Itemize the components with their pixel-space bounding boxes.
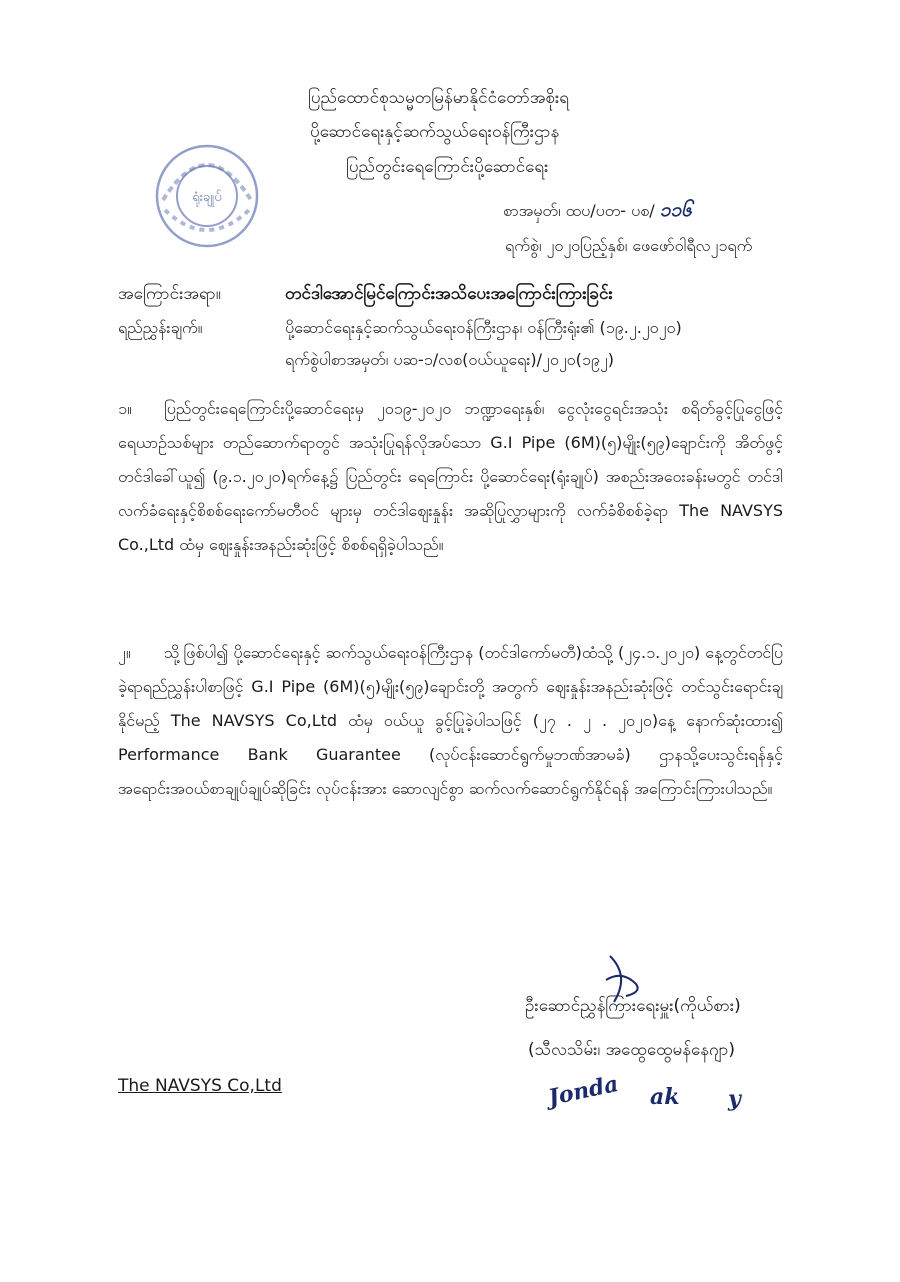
reference-number bbox=[503, 200, 692, 221]
reference-number-label: စာအမှတ်၊ ထပ/ပတ- ပစ/ bbox=[503, 201, 655, 220]
handwritten-initials-2: ak bbox=[650, 1084, 680, 1110]
header-government: ပြည်ထောင်စုသမ္မတမြန်မာနိုင်ငံတော်အစိုးရ bbox=[308, 88, 570, 108]
signatory-title: ဦးဆောင်ညွှန်ကြားရေးမှူး(ကိုယ်စား) bbox=[525, 996, 741, 1016]
signatory-name: (သီလသိမ်း၊ အထွေထွေမန်နေဂျာ) bbox=[528, 1040, 736, 1060]
subject-label: အကြောင်းအရာ။ bbox=[118, 284, 221, 304]
paragraph-1-text: ပြည်တွင်းရေကြောင်းပို့ဆောင်ရေးမှ ၂၀၁၉-၂၀၂၀ ဘဏ္ဍာရေးနှစ်၊ ငွေလုံးငွေရင်းအသုံး စရိတ်ခွင့်ပြုငွေဖြင့် ရေယာဉ်သစ်များ တည်ဆောက်ရာတွင် အသုံးပြုရန်လိုအပ်သော G.I Pipe (6M)(၅)မျိုး(၅၉)ချောင်းကို အိတ်ဖွင့်တင်ဒါခေါ်ယူ၍ (၉.၁.၂၀၂၀)ရက်နေ့၌ ပြည်တွင်း ရေကြောင်း ပို့ဆောင်ရေး(ရုံးချုပ်) အစည်းအဝေးခန်းမတွင် တင်ဒါလက်ခံရေးနှင့်စိစစ်ရေးကော်မတီဝင် များမှ တင်ဒါဈေးနှုန်း အဆိုပြုလွှာများကို လက်ခံစိစစ်ခဲ့ရာ The NAVSYS Co.,Ltd ထံမှ ဈေးနှုန်းအနည်းဆုံးဖြင့် စိစစ်ရရှိခဲ့ပါသည်။ bbox=[118, 399, 783, 554]
paragraph-2-text: သို့ဖြစ်ပါ၍ ပို့ဆောင်ရေးနှင့် ဆက်သွယ်ရေးဝန်ကြီးဌာန (တင်ဒါကော်မတီ)ထံသို့ (၂၄.၁.၂၀၂၀) နေ့တွင်တင်ပြခဲ့ရာရည်ညွှန်းပါစာဖြင့် G.I Pipe (6M)(၅)မျိုး(၅၉)ချောင်းတို့ အတွက် ဈေးနှုန်းအနည်းဆုံးဖြင့် တင်သွင်းရောင်းချနိုင်မည့် The NAVSYS Co,Ltd ထံမှ ဝယ်ယူ ခွင့်ပြုခဲ့ပါသဖြင့် (၂၇ . ၂ . ၂၀၂၀)နေ့ နောက်ဆုံးထား၍ Performance Bank Guarantee (လုပ်ငန်းဆောင်ရွက်မှုဘဏ်အာမခံ) ဌာနသို့ပေးသွင်းရန်နှင့် အရောင်းအဝယ်စာချုပ်ချုပ်ဆိုခြင်း လုပ်ငန်းအား ဆောလျင်စွာ ဆက်လက်ဆောင်ရွက်နိုင်ရန် အကြောင်းကြားပါသည်။ bbox=[118, 643, 783, 798]
reference-line-2: ရက်စွဲပါစာအမှတ်၊ ပဆ-၁/လစ(ဝယ်ယူရေး)/၂၀၂၀(၁၉၂) bbox=[285, 350, 615, 369]
reference-label: ရည်ညွှန်းချက်။ bbox=[118, 318, 203, 337]
subject-text: တင်ဒါအောင်မြင်ကြောင်းအသိပေးအကြောင်းကြားခြင်း bbox=[285, 284, 613, 304]
reference-line-1: ပို့ဆောင်ရေးနှင့်ဆက်သွယ်ရေးဝန်ကြီးဌာန၊ ဝန်ကြီးရုံး၏ (၁၉.၂.၂၀၂၀) bbox=[285, 318, 682, 337]
recipient-company: The NAVSYS Co,Ltd bbox=[118, 1076, 282, 1096]
handwritten-initials-3: y bbox=[728, 1086, 741, 1112]
paragraph-1 bbox=[118, 392, 783, 562]
seal-center-text: ရုံးချုပ် bbox=[192, 190, 222, 205]
paragraph-2 bbox=[118, 636, 783, 806]
paragraph-2-number: ၂။ bbox=[118, 643, 131, 662]
paragraph-1-number: ၁။ bbox=[118, 399, 132, 418]
reference-number-handwritten: ၁၁၆ bbox=[659, 199, 692, 221]
handwritten-initials-1: Jonda bbox=[546, 1070, 621, 1112]
official-seal bbox=[143, 140, 273, 252]
letter-date: ရက်စွဲ၊ ၂၀၂၀ပြည့်နှစ်၊ ဖေဖော်ဝါရီလ၂၁ရက် bbox=[505, 236, 753, 255]
header-department: ပြည်တွင်းရေကြောင်းပို့ဆောင်ရေး bbox=[346, 157, 549, 177]
header-ministry: ပို့ဆောင်ရေးနှင့်ဆက်သွယ်ရေးဝန်ကြီးဌာန bbox=[310, 122, 560, 142]
